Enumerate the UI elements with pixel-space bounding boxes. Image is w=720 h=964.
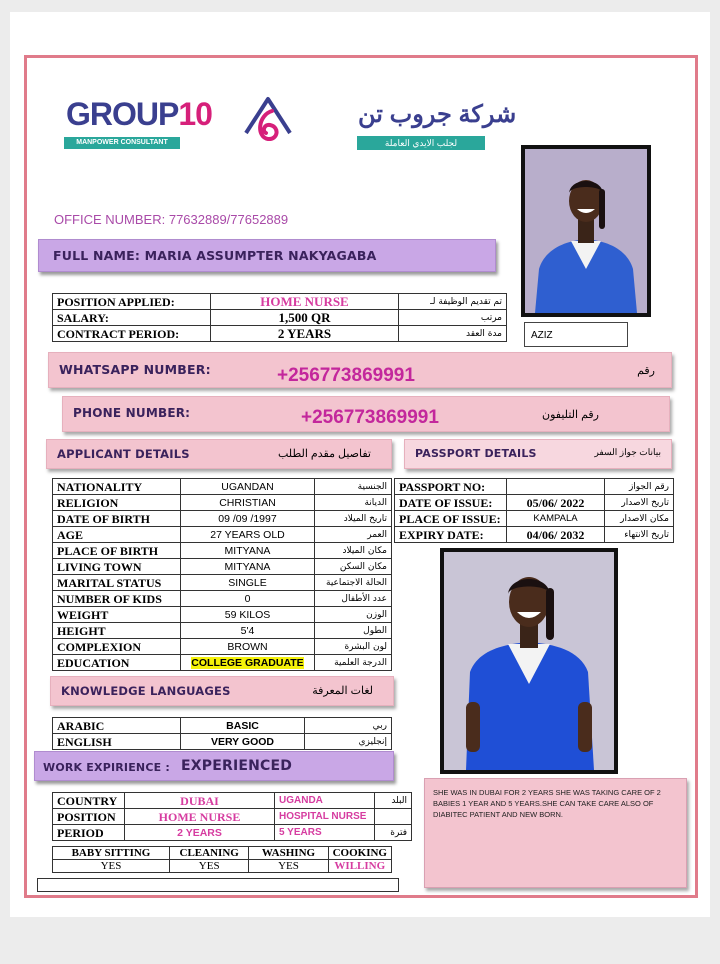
issue-date-label: DATE OF ISSUE: — [395, 495, 507, 511]
office-number: OFFICE NUMBER: 77632889/77652889 — [54, 212, 289, 227]
expiry-value: 04/06/ 2032 — [507, 527, 605, 543]
work-table — [52, 792, 412, 841]
detail-value-cell — [181, 607, 315, 623]
detail-ar: الوزن — [315, 607, 392, 623]
logo-ten-text: 10 — [178, 96, 212, 132]
country-label: COUNTRY — [53, 793, 125, 809]
passport-no-label: PASSPORT NO: — [395, 479, 507, 495]
skill-value: YES — [249, 860, 328, 873]
detail-value-cell — [181, 543, 315, 559]
table-row — [53, 655, 392, 671]
detail-value-cell — [181, 639, 315, 655]
full-name-text: FULL NAME: MARIA ASSUMPTER NAKYAGABA — [53, 248, 377, 263]
languages-bar — [50, 676, 394, 706]
detail-label: MARITAL STATUS — [53, 575, 181, 591]
issue-place-label: PLACE OF ISSUE: — [395, 511, 507, 527]
position-ar: تم تقديم الوظيفة لـ — [399, 294, 507, 310]
table-row — [53, 718, 392, 734]
skill-header: COOKING — [328, 847, 391, 860]
detail-value: COLLEGE GRADUATE — [191, 656, 304, 669]
phone-number[interactable]: +256773869991 — [301, 407, 439, 428]
detail-value-cell — [181, 623, 315, 639]
full-name-banner — [38, 239, 496, 272]
whatsapp-ar: رقم — [637, 365, 655, 377]
country-v2: UGANDA — [275, 793, 375, 809]
english-ar: إنجليزي — [305, 734, 392, 750]
detail-value-cell — [181, 527, 315, 543]
table-row — [53, 326, 507, 342]
applicant-details-label: APPLICANT DETAILS — [57, 447, 190, 461]
detail-value: MITYANA — [224, 560, 271, 573]
position-ar-empty — [375, 809, 412, 825]
period-v1: 2 YEARS — [125, 825, 275, 841]
position-label: POSITION APPLIED: — [53, 294, 211, 310]
detail-value: BROWN — [227, 640, 268, 653]
detail-value: 27 YEARS OLD — [210, 528, 285, 541]
detail-label: COMPLEXION — [53, 639, 181, 655]
skill-header: CLEANING — [169, 847, 248, 860]
salary-label: SALARY: — [53, 310, 211, 326]
expiry-ar: تاريخ الانتهاء — [605, 527, 674, 543]
detail-ar: لون البشرة — [315, 639, 392, 655]
whatsapp-bar — [48, 352, 672, 388]
period-v2: 5 YEARS — [275, 825, 375, 841]
period-ar: فترة — [375, 825, 412, 841]
skill-value: WILLING — [328, 860, 391, 873]
person-portrait-icon — [525, 149, 647, 313]
table-row — [395, 495, 674, 511]
detail-value-cell — [181, 591, 315, 607]
position-v1: HOME NURSE — [125, 809, 275, 825]
detail-label: AGE — [53, 527, 181, 543]
passport-details-ar: بيانات جواز السفر — [594, 447, 661, 457]
person-portrait-icon — [444, 552, 614, 770]
detail-value-cell — [181, 511, 315, 527]
position-value: HOME NURSE — [211, 294, 399, 310]
issue-place-ar: مكان الاصدار — [605, 511, 674, 527]
skill-header: WASHING — [249, 847, 328, 860]
detail-ar: عدد الأطفال — [315, 591, 392, 607]
table-row — [53, 607, 392, 623]
position-table — [52, 293, 507, 342]
table-row — [53, 809, 412, 825]
salary-ar: مرتب — [399, 310, 507, 326]
detail-value: MITYANA — [224, 544, 271, 557]
detail-label: NATIONALITY — [53, 479, 181, 495]
issue-place-value: KAMPALA — [507, 511, 605, 527]
salary-value: 1,500 QR — [211, 310, 399, 326]
detail-value: 59 KILOS — [224, 608, 271, 621]
table-row — [53, 623, 392, 639]
detail-ar: مكان السكن — [315, 559, 392, 575]
phone-ar: رقم التليفون — [542, 409, 599, 421]
detail-label: NUMBER OF KIDS — [53, 591, 181, 607]
skill-value: YES — [53, 860, 170, 873]
table-row — [53, 543, 392, 559]
logo-arabic-subtitle: لجلب الايدي العاملة — [357, 136, 485, 150]
table-row — [53, 527, 392, 543]
languages-ar: لغات المعرفة — [312, 685, 373, 697]
empty-box — [37, 878, 399, 892]
detail-ar: تاريخ الميلاد — [315, 511, 392, 527]
company-mark-icon — [242, 93, 294, 149]
detail-ar: الجنسية — [315, 479, 392, 495]
detail-ar: العمر — [315, 527, 392, 543]
passport-details-bar — [404, 439, 672, 469]
applicant-photo-small — [521, 145, 651, 317]
logo-arabic-name: شركة جروب تن — [358, 101, 517, 128]
table-row — [395, 527, 674, 543]
applicant-details-table — [52, 478, 392, 671]
detail-ar: مكان الميلاد — [315, 543, 392, 559]
table-row — [53, 511, 392, 527]
issue-date-ar: تاريخ الاصدار — [605, 495, 674, 511]
detail-value: SINGLE — [228, 576, 267, 589]
period-label: PERIOD — [53, 825, 125, 841]
english-label: ENGLISH — [53, 734, 181, 750]
detail-label: EDUCATION — [53, 655, 181, 671]
passport-no-value — [507, 479, 605, 495]
detail-value: 0 — [244, 592, 251, 605]
table-row — [53, 847, 392, 860]
country-ar: البلد — [375, 793, 412, 809]
detail-value: CHRISTIAN — [219, 496, 276, 509]
table-row — [53, 310, 507, 326]
table-row — [53, 860, 392, 873]
detail-value-cell — [181, 495, 315, 511]
arabic-value: BASIC — [181, 718, 305, 734]
detail-value-cell — [181, 479, 315, 495]
detail-ar: الحالة الاجتماعية — [315, 575, 392, 591]
contract-value: 2 YEARS — [211, 326, 399, 342]
logo-subtitle: MANPOWER CONSULTANT — [64, 137, 180, 149]
detail-label: RELIGION — [53, 495, 181, 511]
detail-value: 09 /09 /1997 — [218, 512, 277, 525]
languages-table — [52, 717, 392, 750]
table-row — [395, 479, 674, 495]
experience-remark: SHE WAS IN DUBAI FOR 2 YEARS SHE WAS TAKING CARE OF 2 BABIES 1 YEAR AND 5 YEARS.SHE CAN TAKE CARE ALSO OF DIABITEC PATIENT AND NEW BORN. — [424, 778, 687, 888]
position-v2: HOSPITAL NURSE — [275, 809, 375, 825]
applicant-details-bar — [46, 439, 392, 469]
contract-ar: مدة العقد — [399, 326, 507, 342]
detail-value-cell — [181, 655, 315, 671]
applicant-photo-large — [440, 548, 618, 774]
table-row — [53, 479, 392, 495]
phone-bar — [62, 396, 670, 432]
table-row — [53, 575, 392, 591]
table-row — [395, 511, 674, 527]
whatsapp-number[interactable]: +256773869991 — [277, 365, 415, 386]
phone-label: PHONE NUMBER: — [73, 406, 191, 420]
english-value: VERY GOOD — [181, 734, 305, 750]
whatsapp-label: WHATSAPP NUMBER: — [59, 362, 211, 377]
arabic-ar: ربي — [305, 718, 392, 734]
position-label-work: POSITION — [53, 809, 125, 825]
work-experience-label: WORK EXPIRIENCE : — [43, 761, 170, 774]
country-v1: DUBAI — [125, 793, 275, 809]
detail-ar: الديانة — [315, 495, 392, 511]
detail-label: LIVING TOWN — [53, 559, 181, 575]
arabic-label: ARABIC — [53, 718, 181, 734]
languages-label: KNOWLEDGE LANGUAGES — [61, 684, 231, 698]
agent-name-box: AZIZ — [524, 322, 628, 347]
contract-label: CONTRACT PERIOD: — [53, 326, 211, 342]
table-row — [53, 734, 392, 750]
detail-value-cell — [181, 559, 315, 575]
detail-ar: الطول — [315, 623, 392, 639]
passport-details-label: PASSPORT DETAILS — [415, 447, 537, 460]
passport-no-ar: رقم الجواز — [605, 479, 674, 495]
issue-date-value: 05/06/ 2022 — [507, 495, 605, 511]
logo-group-text: GROUP — [66, 96, 179, 132]
expiry-label: EXPIRY DATE: — [395, 527, 507, 543]
applicant-details-ar: تفاصيل مقدم الطلب — [278, 448, 371, 460]
detail-value-cell — [181, 575, 315, 591]
table-row — [53, 639, 392, 655]
passport-table — [394, 478, 674, 543]
detail-label: WEIGHT — [53, 607, 181, 623]
table-row — [53, 294, 507, 310]
detail-label: HEIGHT — [53, 623, 181, 639]
detail-ar: الدرجة العلمية — [315, 655, 392, 671]
table-row — [53, 793, 412, 809]
table-row — [53, 591, 392, 607]
table-row — [53, 825, 412, 841]
table-row — [53, 559, 392, 575]
detail-value: UGANDAN — [221, 480, 274, 493]
detail-value: 5'4 — [240, 624, 255, 637]
skill-value: YES — [169, 860, 248, 873]
skill-header: BABY SITTING — [53, 847, 170, 860]
table-row — [53, 495, 392, 511]
work-experience-value: EXPERIENCED — [181, 758, 293, 774]
work-experience-banner — [34, 751, 394, 781]
group10-logo — [66, 96, 212, 133]
detail-label: PLACE OF BIRTH — [53, 543, 181, 559]
detail-label: DATE OF BIRTH — [53, 511, 181, 527]
skills-table — [52, 846, 392, 873]
